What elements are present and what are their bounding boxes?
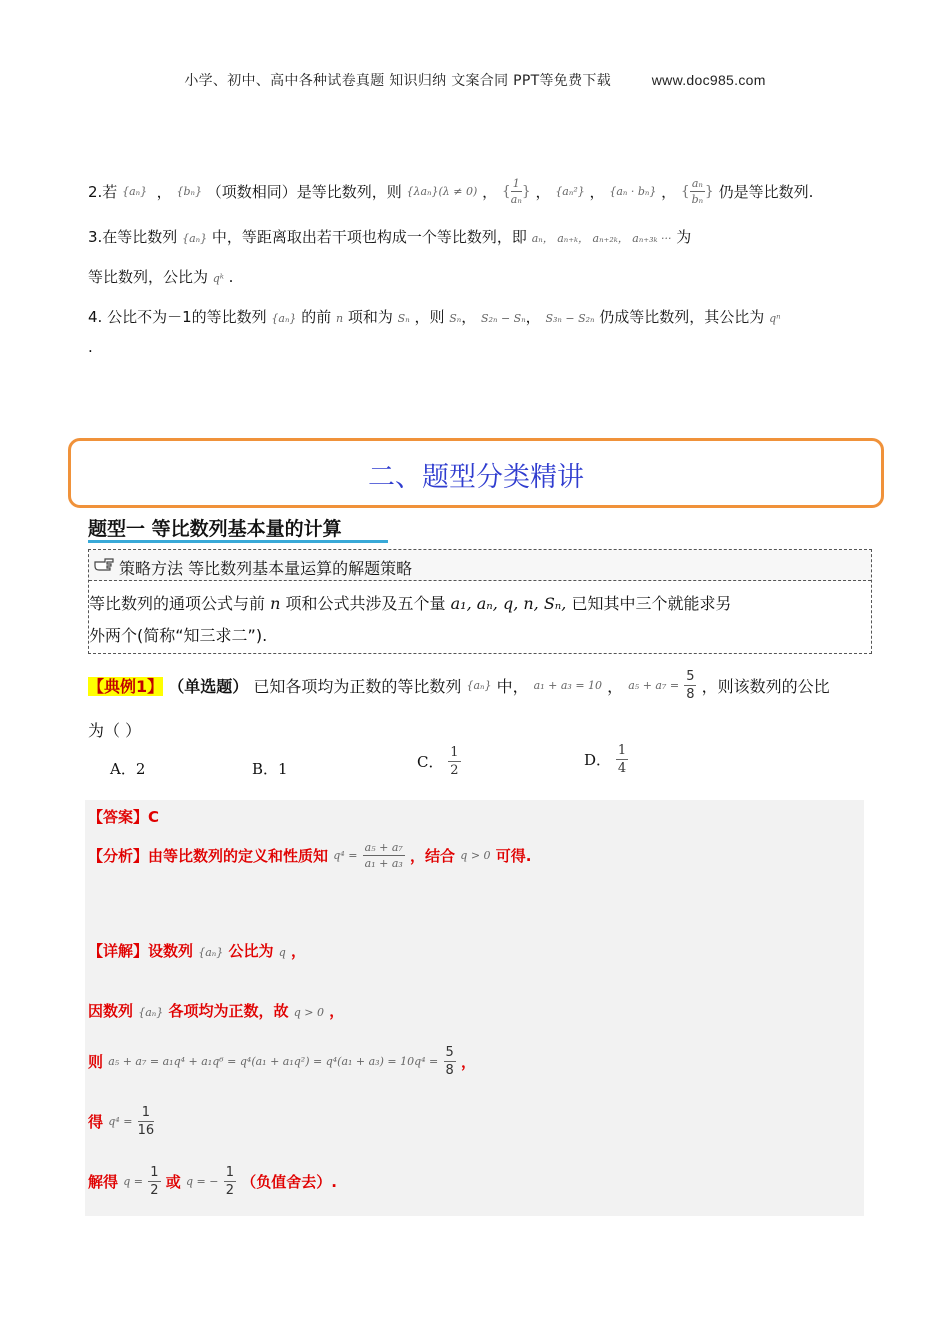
choice-b[interactable]: B．1 [252,760,288,778]
p2-ratio-frac: $\frac{\text{aₙ}}{\text{bₙ}}$ [691,177,704,206]
p2-lambda: {λaₙ}(λ ≠ 0) [406,185,478,198]
p2-suffix: 仍是等比数列. [718,183,814,201]
strategy-text-2: 项和公式共涉及五个量 [285,594,446,613]
solution-answer: 【答案】C [88,808,160,826]
section-title: 二、题型分类精讲 [368,462,584,493]
p3-qk: qᵏ [212,272,224,285]
p4-mid: 的前 [301,308,332,326]
strategy-n: n [270,594,281,613]
strategy-text-3: 已知其中三个就能求另 [571,594,732,613]
p4-sn: Sₙ [397,312,410,325]
p3-terms: aₙ， aₙ₊ₖ， aₙ₊₂ₖ， aₙ₊₃ₖ ··· [531,232,672,245]
p3-prefix: 3.在等比数列 [88,228,178,246]
property-2: 2.若 {aₙ} ， {bₙ} （项数相同）是等比数列，则 {λaₙ}(λ ≠ 0) ， { $\frac{1}{\text{aₙ}}$ } ， {aₙ²} ， {aₙ · bₙ} ， { $\frac{\text{aₙ}}{\text{bₙ}}$ } 仍是等比数列. [88,177,814,206]
strategy-box [88,549,872,654]
strategy-body [89,588,865,652]
property-4-end: . [88,338,93,356]
p2-inverse-frac: $\frac{1}{\text{aₙ}}$ [510,177,522,206]
p4-seq: {aₙ} [271,312,297,325]
choice-d[interactable]: D． $\frac{1}{4}$ [584,743,627,776]
property-3 [88,226,691,247]
strategy-head [89,550,871,581]
p3-mid: 中，等距离取出若干项也构成一个等比数列，即 [211,228,527,246]
example-cond1: a₁ + a₃ = 10 [533,679,603,692]
type1-underline [88,540,388,543]
p4-prefix: 4. 公比不为－1的等比数列 [88,308,267,326]
pointing-hand-icon [93,554,115,574]
example-stem-3: ，则该数列的公比 [701,677,830,696]
p2-prefix: 2.若 [88,183,118,201]
example-kind: （单选题） [168,677,249,696]
example-tag: 【典例1】 [88,677,164,696]
example-cond2-lhs: a₅ + a₇ = [628,679,680,692]
strategy-text-1: 等比数列的通项公式与前 [89,594,266,613]
page-header [0,70,950,90]
header-site-link[interactable]: www.doc985.com [651,72,766,88]
strategy-head-text: 策略方法 等比数列基本量运算的解题策略 [119,559,413,578]
p4-s1: Sₙ [449,312,462,325]
type1-title: 题型一 等比数列基本量的计算 [88,518,342,540]
example-stem-1: 已知各项均为正数的等比数列 [253,677,462,696]
p4-qn: qⁿ [769,312,781,325]
p4-suffix: 仍成等比数列，其公比为 [599,308,765,326]
example-stem-2: 中， [496,677,529,696]
strategy-text-4: 外两个(简称“知三求二”). [89,626,268,645]
choice-c[interactable]: C． $\frac{1}{2}$ [417,745,459,778]
solution-line3: 则 a₅ + a₇ = a₁q⁴ + a₁q⁶ = q⁴(a₁ + a₁q²) = q⁴(a₁ + a₃) = 10q⁴ = $\frac{5}{8}$ ， [88,1045,477,1078]
property-4: 4. 公比不为－1的等比数列 {aₙ} 的前 n 项和为 Sₙ ，则 Sₙ， S₂ₙ − Sₙ， S₃ₙ − S₂ₙ 仍成等比数列，其公比为 qⁿ [88,308,781,326]
p2-square: {aₙ²} [555,185,585,198]
solution-analysis: 【分析】由等比数列的定义和性质知 q⁴ = $\frac{\text{a₅ + a₇}}{\text{a₁ + a₃}}$ ，结合 q > 0 可得. [88,841,532,870]
solution-detail: 【详解】设数列 {aₙ} 公比为 q ， [88,942,307,960]
p2-b-seq: {bₙ} [176,185,202,198]
example-seq: {aₙ} [466,679,492,692]
property-3-line2 [88,266,233,287]
p2-a-seq: {aₙ} [122,185,148,198]
p2-mid: （项数相同）是等比数列，则 [206,183,402,201]
strategy-vars: a₁, aₙ, q, n, Sₙ, [450,594,567,613]
p3-suffix: 为 [676,228,692,246]
header-text: 小学、初中、高中各种试卷真题 知识归纳 文案合同 PPT等免费下载 [184,73,611,89]
p4-mid3: ，则 [414,308,445,326]
example-cond2-frac: $\frac{5}{8}$ [686,669,695,702]
p4-n: n [336,312,344,325]
p4-s3: S₃ₙ − S₂ₙ [545,312,595,325]
choice-a[interactable]: A．2 [110,760,146,778]
p4-mid2: 项和为 [347,308,393,326]
p2-product: {aₙ · bₙ} [609,185,657,198]
solution-line4: 得 q⁴ = $\frac{1}{16}$ [88,1105,155,1138]
example-stem: 【典例1】 （单选题） 已知各项均为正数的等比数列 {aₙ} 中， a₁ + a₃ = 10 ， a₅ + a₇ = $\frac{5}{8}$ ，则该数列的公比 [88,669,830,702]
p3-line2: 等比数列，公比为 [88,268,209,286]
p3-seq: {aₙ} [182,232,208,245]
solution-line5: 解得 q = $\frac{1}{2}$ 或 q = − $\frac{1}{2}$ （负值舍去）. [88,1165,337,1198]
p3-end: . [228,268,234,286]
solution-line2: 因数列 {aₙ} 各项均为正数，故 q > 0 ， [88,1002,345,1020]
p4-s2: S₂ₙ − Sₙ [481,312,526,325]
example-stem-4: 为（ ） [88,721,142,740]
